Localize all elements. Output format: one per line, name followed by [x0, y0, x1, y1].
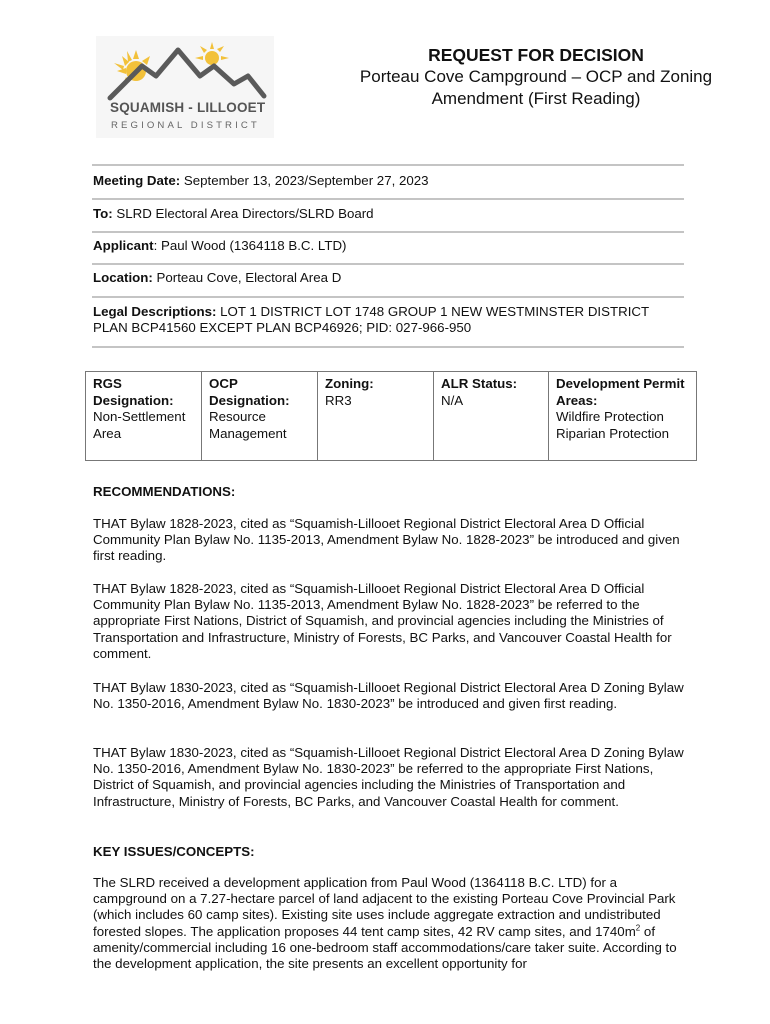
recommendation-3: THAT Bylaw 1830-2023, cited as “Squamish-Lillooet Regional District Electoral Area D Zoning Bylaw No. 1350-2016, Amendment Bylaw No. 1830-2023” be introduced and given first reading. [93, 680, 684, 712]
location-label: Location: [93, 270, 153, 285]
applicant-label: Applicant [93, 238, 154, 253]
dpa-cell [549, 372, 697, 461]
to-label: To: [93, 206, 113, 221]
meeting-date-field [93, 173, 683, 189]
rgs-label: RGS Designation: [93, 376, 174, 408]
dpa-label: Development Permit Areas: [556, 376, 685, 408]
divider [92, 263, 684, 265]
alr-value: N/A [441, 392, 464, 408]
legal-label: Legal Descriptions: [93, 304, 217, 319]
ocp-value: Resource Management [209, 409, 287, 441]
title-line-1: Porteau Cove Campground – OCP and Zoning [359, 67, 713, 86]
divider [92, 296, 684, 298]
ocp-label: OCP Designation: [209, 376, 290, 408]
divider [92, 164, 684, 166]
meeting-date-label: Meeting Date: [93, 173, 181, 188]
key-issues-text-a: The SLRD received a development application from Paul Wood (1364118 B.C. LTD) for a campground on a 7.27-hectare parcel of land adjacent to the existing Porteau Cove Provincial Park (which includes 60 camp sites). Existing site uses include aggregate extraction and undistributed forested slopes. The application proposes 44 tent camp sites, 42 RV camp sites, and 1740m [93, 875, 676, 939]
designation-table [85, 371, 697, 461]
key-issues-heading: KEY ISSUES/CONCEPTS: [93, 844, 255, 859]
to-value: SLRD Electoral Area Directors/SLRD Board [112, 206, 374, 221]
recommendation-2: THAT Bylaw 1828-2023, cited as “Squamish-Lillooet Regional District Electoral Area D Official Community Plan Bylaw No. 1135-2013, Amendment Bylaw No. 1828-2023” be referred to the appropriate First Nations, District of Squamish, and provincial agencies including the Ministries of Transportation and Infrastructure, Ministry of Forests, BC Parks, and Vancouver Coastal Health for comment. [93, 581, 672, 661]
logo-subtitle: REGIONAL DISTRICT [111, 120, 260, 131]
to-field [93, 206, 683, 222]
location-value: Porteau Cove, Electoral Area D [152, 270, 342, 285]
dpa-value-1: Wildfire Protection [556, 409, 664, 424]
zoning-cell [318, 372, 434, 461]
superscript: 2 [635, 923, 641, 933]
recommendations-heading: RECOMMENDATIONS: [93, 484, 236, 499]
rgs-cell [86, 372, 202, 461]
title-line-2: Amendment (First Reading) [431, 89, 641, 108]
slrd-logo [96, 36, 274, 138]
key-issues-text-b: of amenity/commercial including 16 one-bedroom staff accommodations/care taker suite. According to the development application, the site presents an excellent opportunity for [93, 923, 677, 972]
divider [92, 198, 684, 200]
alr-label: ALR Status: [441, 376, 518, 391]
zoning-label: Zoning: [325, 376, 374, 391]
title-main: REQUEST FOR DECISION [428, 45, 644, 65]
recommendation-1: THAT Bylaw 1828-2023, cited as “Squamish-Lillooet Regional District Electoral Area D Official Community Plan Bylaw No. 1135-2013, Amendment Bylaw No. 1828-2023” be introduced and given first reading. [93, 516, 680, 564]
dpa-value-2: Riparian Protection [556, 425, 670, 441]
recommendation-4: THAT Bylaw 1830-2023, cited as “Squamish-Lillooet Regional District Electoral Area D Zoning Bylaw No. 1350-2016, Amendment Bylaw No. 1830-2023” be referred to the appropriate First Nations, District of Squamish, and provincial agencies including the Ministries of Transportation and Infrastructure, Ministry of Forests, BC Parks, and Vancouver Coastal Health for comment. [93, 745, 684, 809]
logo-name: SQUAMISH - LILLOOET [110, 100, 266, 115]
alr-cell [434, 372, 549, 461]
key-issues-paragraph [93, 875, 689, 972]
mountain-sun-icon [96, 36, 274, 102]
document-title [344, 44, 728, 110]
location-field [93, 270, 683, 286]
ocp-cell [202, 372, 318, 461]
divider [92, 231, 684, 233]
applicant-field [93, 238, 683, 254]
legal-value: LOT 1 DISTRICT LOT 1748 GROUP 1 NEW WESTMINSTER DISTRICT PLAN BCP41560 EXCEPT PLAN BCP46926; PID: 027-966-950 [93, 304, 649, 335]
legal-descriptions-field [93, 304, 683, 336]
applicant-value: : Paul Wood (1364118 B.C. LTD) [153, 238, 347, 253]
zoning-value: RR3 [325, 392, 352, 408]
rgs-value: Non-Settlement Area [93, 409, 186, 441]
divider [92, 346, 684, 348]
meeting-date-value: September 13, 2023/September 27, 2023 [180, 173, 429, 188]
